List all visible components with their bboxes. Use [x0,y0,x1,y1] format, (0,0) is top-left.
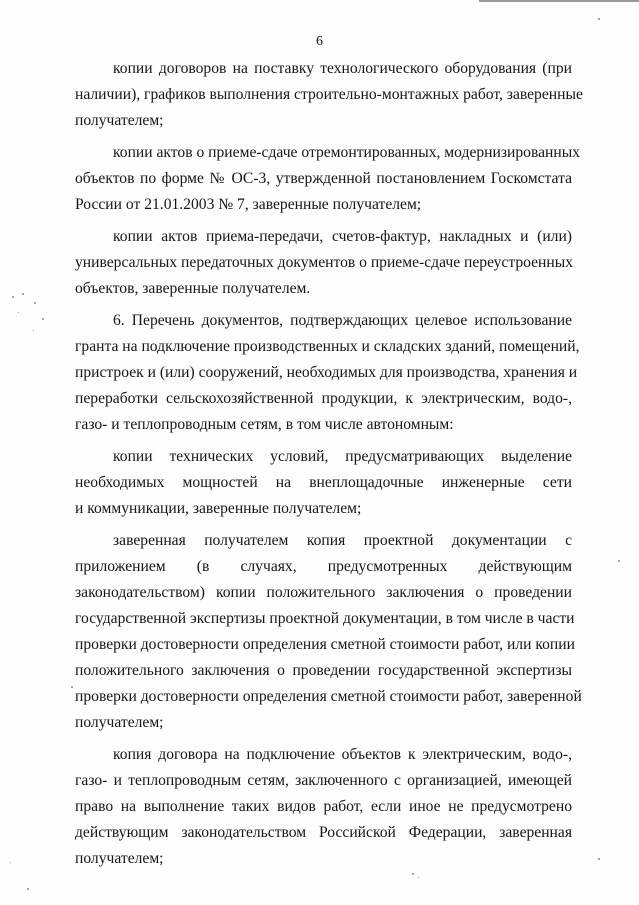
text-line: копии технических условий, предусматривающих выделение [113,448,572,465]
text-line: необходимых мощностей на внеплощадочные инженерные сети [75,474,572,491]
paragraph [75,56,583,134]
scan-speck [27,888,29,890]
scan-edge-mark [479,0,639,2]
text-line: действующим законодательством Российской Федерации, заверенная [75,824,572,841]
scan-speck [34,302,36,304]
text-line: заверенная получателем копия проектной документации с [113,532,572,549]
scan-speck [618,560,620,562]
paragraph [75,224,572,302]
text-line: приложением (в случаях, предусмотренных действующим [75,558,572,575]
text-line: копии договоров на поставку технологического оборудования (при [113,60,572,77]
text-line: 6. Перечень документов, подтверждающих целевое использование [113,312,572,329]
scan-speck [22,293,24,295]
text-line: объектов по форме № ОС-3, утвержденной постановлением Госкомстата [75,170,572,187]
scan-speck [598,858,600,860]
text-line: переработки сельскохозяйственной продукции, к электрическим, водо-, [75,390,572,407]
text-line: газо- и теплопроводным сетям, в том числе автономным: [75,416,454,433]
scan-speck [42,318,44,320]
text-line: получателем; [75,112,164,129]
text-line: положительного заключения о проведении государственной экспертизы [75,662,572,679]
text-line: получателем; [75,714,164,731]
text-line: России от 21.01.2003 № 7, заверенные получателем; [75,196,422,213]
section-6-paragraph [75,308,580,438]
scan-speck [12,296,14,298]
scan-speck [10,862,11,863]
document-body [75,56,583,872]
text-line: наличии), графиков выполнения строительно-монтажных работ, заверенные [75,86,583,103]
text-line: законодательством) копии положительного заключения о проведении [75,584,572,601]
paragraph [75,140,580,218]
page-number: 6 [316,34,323,49]
scan-speck [412,873,414,875]
scan-speck [598,18,600,20]
scan-speck [33,330,34,331]
paragraph [75,742,572,872]
text-line: копии актов приема-передачи, счетов-фактур, накладных и (или) [113,228,572,245]
text-line: копия договора на подключение объектов к электрическим, водо-, [113,746,572,763]
scan-speck [418,877,419,878]
text-line: объектов, заверенные получателем. [75,280,311,297]
text-line: проверки достоверности определения сметной стоимости работ, или копии [75,636,575,653]
scan-speck [71,686,73,688]
text-line: гранта на подключение производственных и складских зданий, помещений, [75,338,580,355]
paragraph [75,528,582,736]
text-line: получателем; [75,850,164,867]
text-line: проверки достоверности определения сметной стоимости работ, заверенной [75,688,582,705]
text-line: и коммуникации, заверенные получателем; [75,500,362,517]
text-line: универсальных передаточных документов о приеме-сдаче переустроенных [75,254,574,271]
text-line: пристроек и (или) сооружений, необходимых для производства, хранения и [75,364,578,381]
text-line: право на выполнение таких видов работ, если иное не предусмотрено [75,798,572,815]
paragraph [75,444,572,522]
text-line: копии актов о приеме-сдаче отремонтированных, модернизированных [113,144,580,161]
scan-speck [18,312,19,313]
text-line: государственной экспертизы проектной документации, в том числе в части [75,610,575,627]
text-line: газо- и теплопроводным сетям, заключенного с организацией, имеющей [75,772,572,789]
